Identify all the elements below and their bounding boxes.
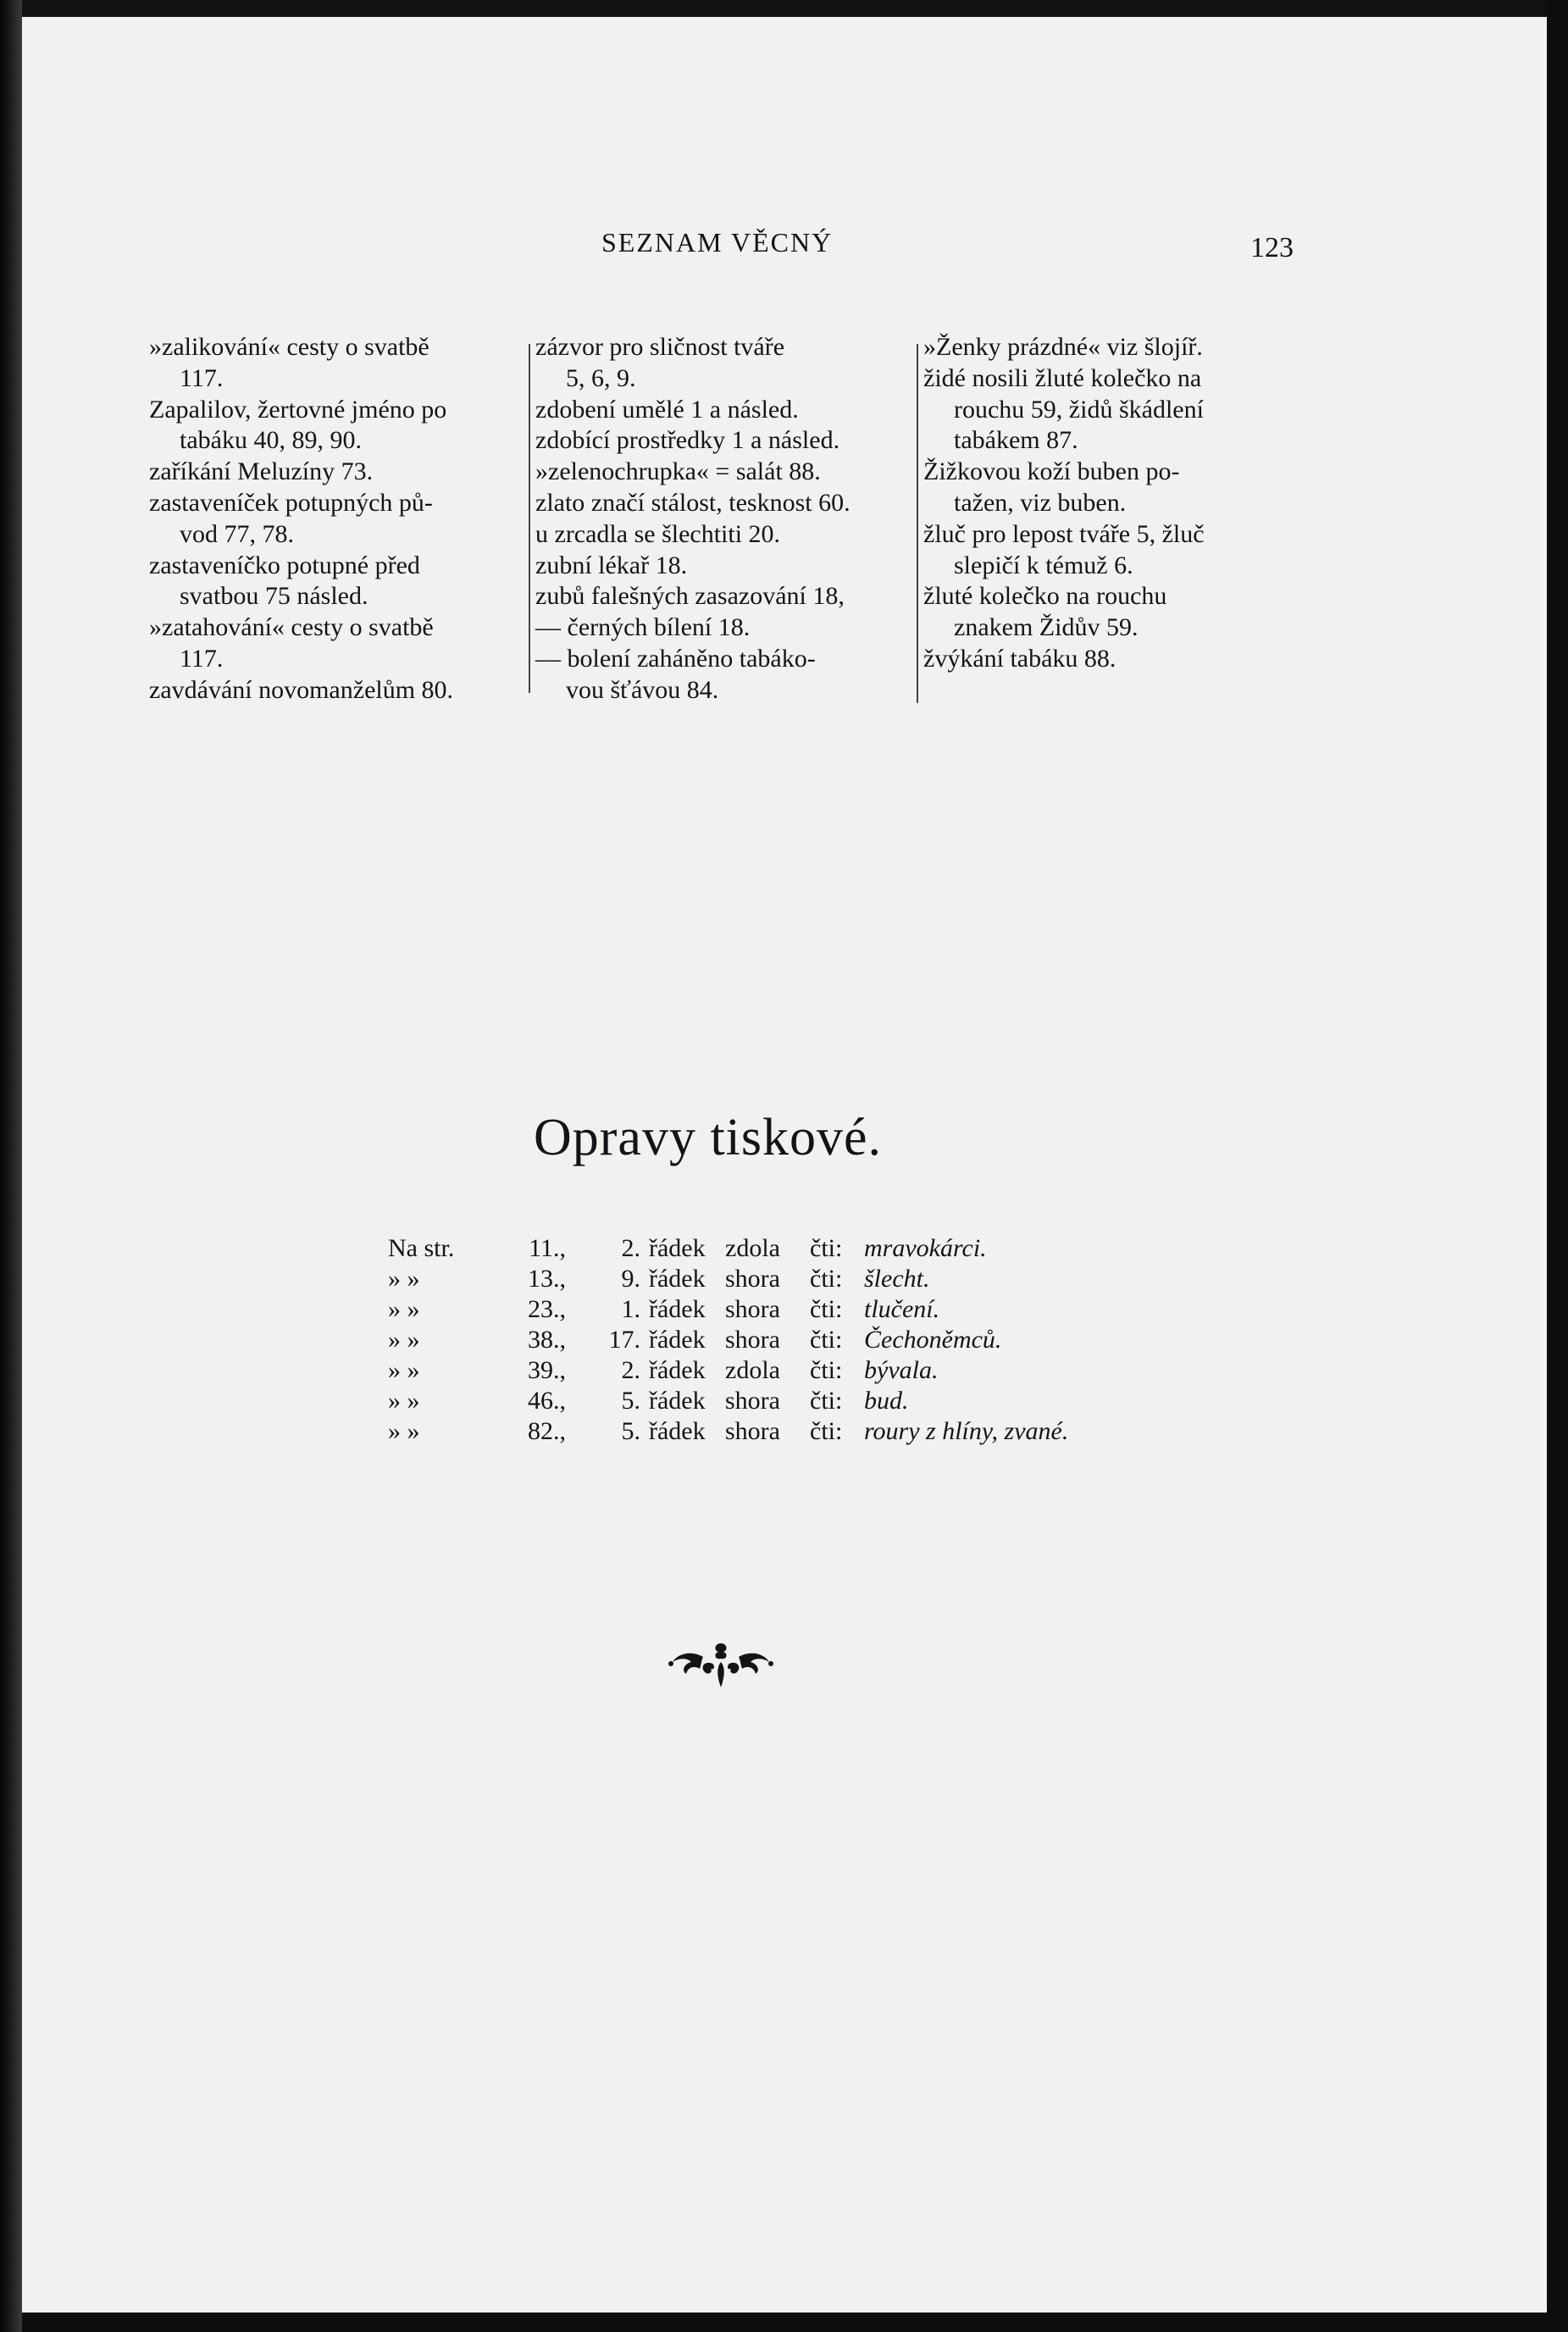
errata-dir: zdola — [725, 1234, 780, 1262]
running-title: SEZNAM VĚCNÝ — [601, 227, 834, 258]
errata-prefix: » » — [388, 1295, 420, 1323]
errata-page: 11., — [529, 1234, 566, 1262]
index-column-1 — [149, 332, 524, 706]
errata-prefix: » » — [388, 1265, 420, 1293]
errata-row — [388, 1294, 1068, 1325]
index-entry: zubů falešných zasazování 18, — [535, 582, 845, 611]
errata-line: 5. — [621, 1417, 640, 1445]
index-entry: Žižkovou koží buben po- — [923, 457, 1180, 486]
index-entry: zdobící prostředky 1 a násled. — [535, 426, 840, 455]
index-column-2 — [535, 332, 915, 706]
index-entry: zlato značí stálost, tesknost 60. — [535, 488, 850, 517]
errata-correction: roury z hlíny, zvané. — [864, 1417, 1069, 1445]
errata-line: 5. — [621, 1387, 640, 1415]
page-number: 123 — [1250, 232, 1294, 263]
index-entry: zázvor pro sličnost tváře — [535, 333, 785, 361]
index-entry: — bolení zaháněno tabáko- — [535, 644, 816, 673]
errata-dir: shora — [725, 1387, 780, 1415]
index-entry: »zalikování« cesty o svatbě — [149, 333, 429, 361]
errata-page: 13., — [528, 1265, 566, 1293]
index-entry: zaříkání Meluzíny 73. — [149, 457, 374, 486]
errata-correction: mravokárci. — [864, 1234, 987, 1262]
index-entry: zubní lékař 18. — [535, 551, 688, 579]
errata-word: řádek — [649, 1295, 706, 1323]
errata-page: 82., — [528, 1417, 566, 1445]
index-entry-continuation: 5, 6, 9. — [566, 363, 636, 392]
errata-prefix: » » — [388, 1326, 420, 1354]
index-entry-continuation: vod 77, 78. — [180, 519, 294, 548]
errata-page: 46., — [528, 1387, 566, 1415]
errata-correction: bud. — [864, 1387, 909, 1415]
errata-prefix: Na str. — [388, 1234, 455, 1262]
errata-correction: šlecht. — [864, 1265, 930, 1293]
errata-line: 1. — [621, 1295, 640, 1323]
errata-read: čti: — [810, 1295, 843, 1323]
errata-word: řádek — [649, 1356, 706, 1384]
scan-edge-top — [22, 0, 1547, 17]
errata-dir: shora — [725, 1417, 780, 1445]
index-entry: žluč pro lepost tváře 5, žluč — [923, 519, 1205, 548]
index-entry-continuation: 117. — [180, 363, 224, 392]
errata-read: čti: — [810, 1234, 843, 1262]
errata-prefix: » » — [388, 1387, 420, 1415]
index-entry: židé nosili žluté kolečko na — [923, 363, 1202, 392]
index-entry-continuation: slepičí k témuž 6. — [954, 551, 1133, 579]
index-entry: zdobení umělé 1 a násled. — [535, 395, 799, 424]
errata-line: 2. — [621, 1234, 640, 1262]
index-entry: zastaveníčko potupné před — [149, 551, 420, 579]
errata-prefix: » » — [388, 1417, 420, 1445]
errata-read: čti: — [810, 1326, 843, 1354]
index-entry-continuation: tažen, viz buben. — [954, 488, 1127, 517]
errata-page: 23., — [528, 1295, 566, 1323]
index-entry: zavdávání novomanželům 80. — [149, 675, 454, 704]
index-entry: »Ženky prázdné« viz šlojíř. — [923, 333, 1203, 361]
scan-edge-left — [0, 0, 22, 2332]
errata-word: řádek — [649, 1387, 706, 1415]
errata-correction: Čechoněmců. — [864, 1326, 1002, 1354]
index-entry: Zapalilov, žertovné jméno po — [149, 395, 447, 424]
column-rule — [529, 344, 530, 693]
index-entry-continuation: tabáku 40, 89, 90. — [180, 426, 362, 455]
errata-word: řádek — [649, 1326, 706, 1354]
errata-row — [388, 1325, 1068, 1355]
errata-read: čti: — [810, 1356, 843, 1384]
errata-correction: bývala. — [864, 1356, 939, 1384]
errata-row — [388, 1355, 1068, 1386]
index-entry: u zrcadla se šlechtiti 20. — [535, 519, 781, 548]
index-entry: žvýkání tabáku 88. — [923, 644, 1116, 673]
index-entry-continuation: znakem Židův 59. — [954, 613, 1139, 642]
errata-line: 9. — [621, 1265, 640, 1293]
errata-table — [388, 1233, 1068, 1447]
column-rule — [917, 344, 918, 703]
index-entry-continuation: vou šťávou 84. — [566, 675, 719, 704]
index-entry: »zatahování« cesty o svatbě — [149, 613, 434, 642]
errata-dir: shora — [725, 1326, 780, 1354]
errata-correction: tlučení. — [864, 1295, 940, 1323]
errata-word: řádek — [649, 1265, 706, 1293]
index-entry-continuation: 117. — [180, 644, 224, 673]
errata-read: čti: — [810, 1387, 843, 1415]
errata-page: 39., — [528, 1356, 566, 1384]
index-entry-continuation: tabákem 87. — [954, 426, 1078, 455]
errata-word: řádek — [649, 1417, 706, 1445]
errata-dir: shora — [725, 1265, 780, 1293]
errata-line: 2. — [621, 1356, 640, 1384]
index-entry-continuation: rouchu 59, židů škádlení — [954, 395, 1204, 424]
errata-line: 17. — [608, 1326, 640, 1354]
errata-row — [388, 1264, 1068, 1294]
errata-prefix: » » — [388, 1356, 420, 1384]
errata-read: čti: — [810, 1417, 843, 1445]
fleuron-icon — [666, 1638, 776, 1694]
errata-row — [388, 1416, 1068, 1447]
index-entry: — černých bílení 18. — [535, 613, 751, 642]
errata-word: řádek — [649, 1234, 706, 1262]
index-entry: »zelenochrupka« = salát 88. — [535, 457, 821, 486]
index-entry: žluté kolečko na rouchu — [923, 582, 1167, 611]
index-entry-continuation: svatbou 75 násled. — [180, 582, 368, 611]
index-entry: zastaveníček potupných pů- — [149, 488, 433, 517]
errata-title: Opravy tiskové. — [534, 1109, 883, 1166]
errata-read: čti: — [810, 1265, 843, 1293]
errata-dir: zdola — [725, 1356, 780, 1384]
errata-row — [388, 1386, 1068, 1416]
errata-row — [388, 1233, 1068, 1264]
index-column-3 — [923, 332, 1306, 675]
errata-dir: shora — [725, 1295, 780, 1323]
errata-page: 38., — [528, 1326, 566, 1354]
